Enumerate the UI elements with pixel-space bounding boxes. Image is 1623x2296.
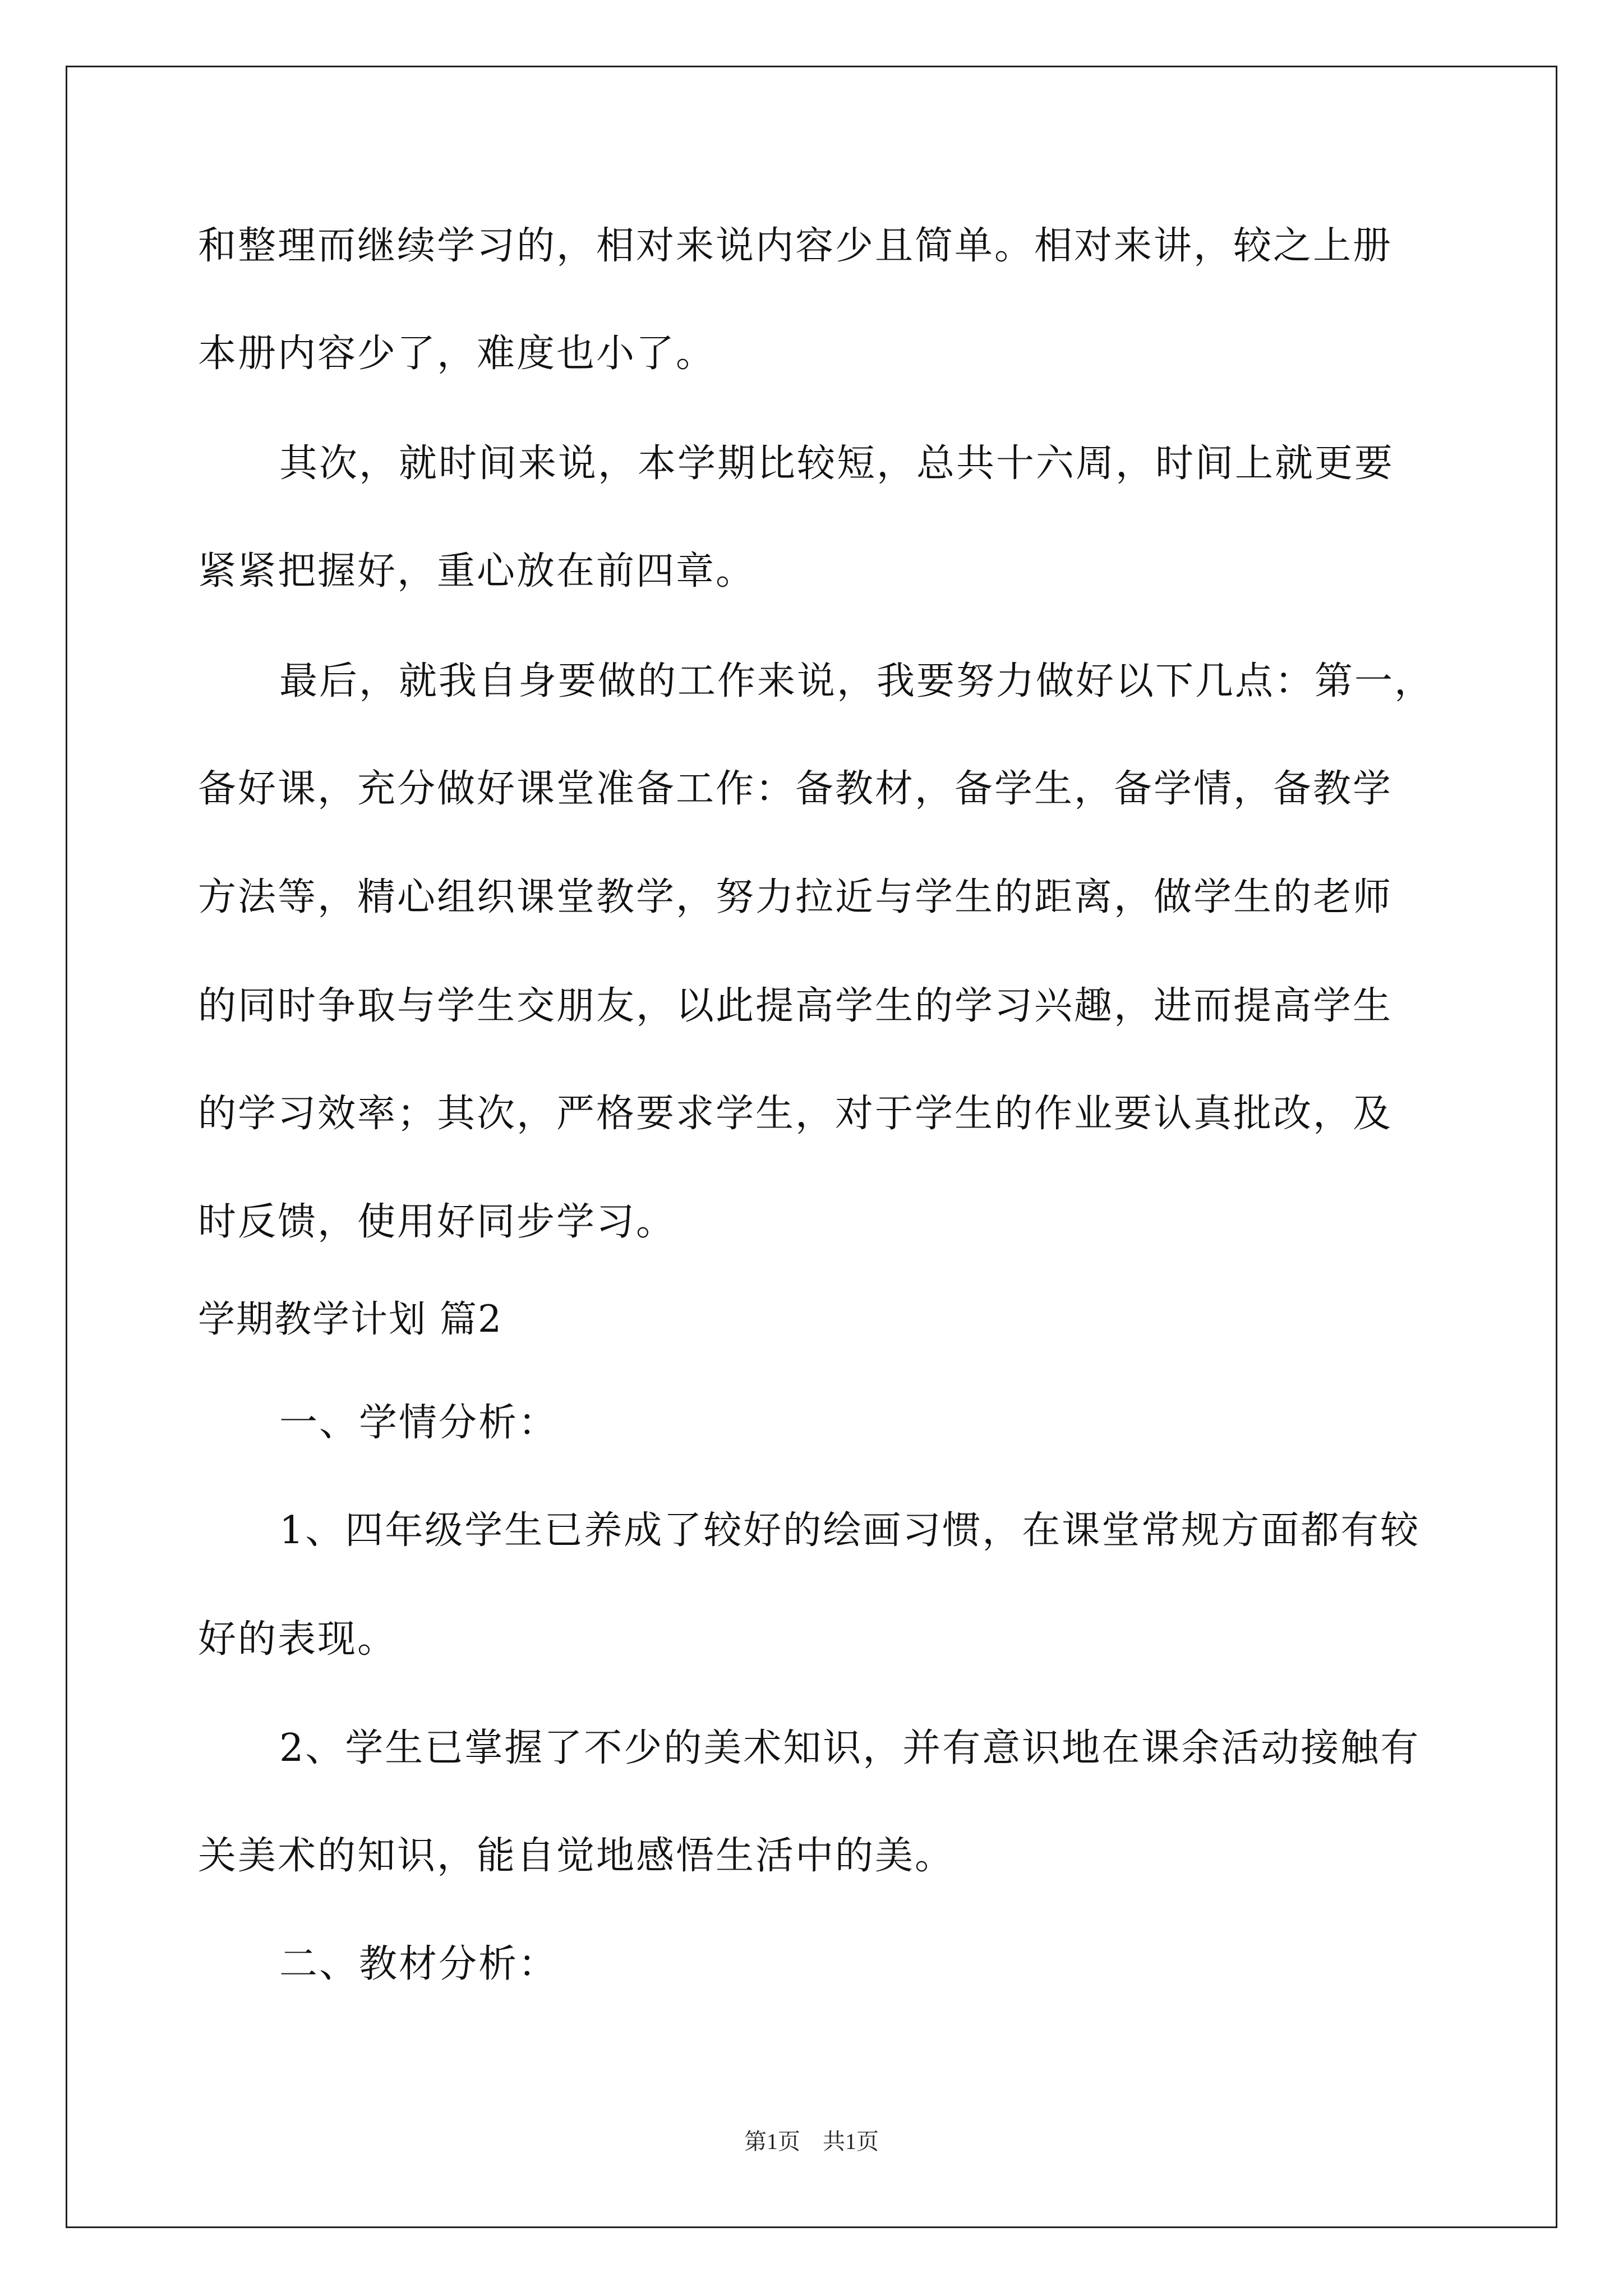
paragraph-line: 最后，就我自身要做的工作来说，我要努力做好以下几点：第一， (279, 659, 1435, 703)
paragraph-line: 本册内容少了，难度也小了。 (198, 332, 716, 376)
paragraph-line: 好的表现。 (198, 1617, 398, 1662)
section-heading: 学期教学计划 篇2 (198, 1297, 502, 1341)
paragraph-line: 和整理而继续学习的，相对来说内容少且简单。相对来讲，较之上册 (198, 224, 1393, 268)
paragraph-line: 2、学生已掌握了不少的美术知识，并有意识地在课余活动接触有 (279, 1726, 1421, 1770)
paragraph-line: 一、学情分析： (279, 1401, 559, 1445)
paragraph-line: 备好课，充分做好课堂准备工作：备教材，备学生，备学情，备教学 (198, 767, 1393, 811)
paragraph-line: 紧紧把握好，重心放在前四章。 (198, 549, 756, 593)
paragraph-line: 方法等，精心组织课堂教学，努力拉近与学生的距离，做学生的老师 (198, 875, 1393, 919)
paragraph-line: 的学习效率；其次，严格要求学生，对于学生的作业要认真批改，及 (198, 1092, 1393, 1136)
paragraph-line: 1、四年级学生已养成了较好的绘画习惯，在课堂常规方面都有较 (279, 1508, 1421, 1553)
paragraph-line: 时反馈，使用好同步学习。 (198, 1200, 676, 1244)
paragraph-line: 的同时争取与学生交朋友，以此提高学生的学习兴趣，进而提高学生 (198, 984, 1393, 1028)
paragraph-line: 其次，就时间来说，本学期比较短，总共十六周，时间上就更要 (279, 441, 1395, 486)
paragraph-line: 二、教材分析： (279, 1942, 559, 1986)
paragraph-line: 关美术的知识，能自觉地感悟生活中的美。 (198, 1834, 955, 1878)
page-border (66, 66, 1557, 2228)
page-number-footer: 第1页 共1页 (744, 2129, 879, 2154)
